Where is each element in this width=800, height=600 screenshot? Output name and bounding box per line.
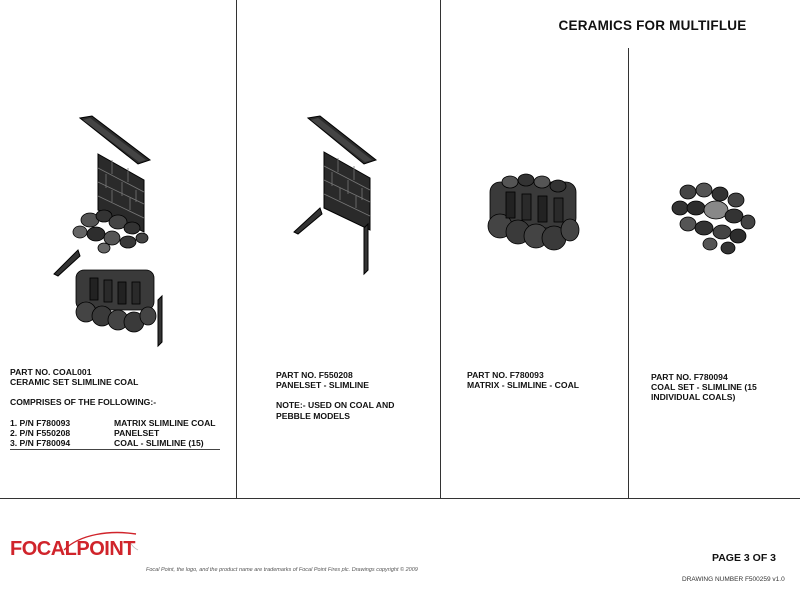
component-name: MATRIX SLIMLINE COAL xyxy=(114,417,216,428)
ceramic-set-illustration xyxy=(40,110,190,350)
component-underline xyxy=(10,449,220,450)
comprises-heading: COMPRISES OF THE FOLLOWING:- xyxy=(10,397,157,408)
part-number: PART NO. F780093 xyxy=(467,370,544,380)
note-line: NOTE:- USED ON COAL AND xyxy=(276,400,395,411)
focalpoint-logo: FOCALPOINT xyxy=(10,538,135,560)
footer-rule xyxy=(0,498,800,499)
component-row xyxy=(10,418,220,428)
part-description: COAL SET - SLIMLINE (15 xyxy=(651,382,757,393)
part-number: PART NO. F780094 xyxy=(651,372,728,382)
panel-coal001-text xyxy=(10,367,220,450)
matrix-illustration xyxy=(482,168,582,258)
note-line: PEBBLE MODELS xyxy=(276,410,351,421)
component-name: PANELSET xyxy=(114,427,160,438)
component-pn: 3. P/N F780094 xyxy=(10,438,71,449)
part-description: INDIVIDUAL COALS) xyxy=(651,392,736,403)
panel-f550208-text xyxy=(276,370,394,421)
trademark-notice: Focal Point, the logo, and the product name are trademarks of Focal Point Fires plc. Drawings copyright © 2009 xyxy=(146,567,418,573)
part-description: MATRIX - SLIMLINE - COAL xyxy=(467,380,580,391)
panel-f780094-text xyxy=(651,372,757,403)
divider-3 xyxy=(628,48,629,498)
drawing-number: DRAWING NUMBER F500259 v1.0 xyxy=(682,576,785,583)
component-row xyxy=(10,428,220,438)
divider-2 xyxy=(440,0,441,498)
divider-1 xyxy=(236,0,237,498)
page-number: PAGE 3 OF 3 xyxy=(712,552,776,564)
part-number: PART NO. F550208 xyxy=(276,370,353,380)
component-pn: 1. P/N F780093 xyxy=(10,417,71,428)
page-title: CERAMICS FOR MULTIFLUE xyxy=(558,18,747,33)
component-name: COAL - SLIMLINE (15) xyxy=(114,438,204,449)
component-pn: 2. P/N F550208 xyxy=(10,427,71,438)
part-description: CERAMIC SET SLIMLINE COAL xyxy=(10,377,139,388)
coal-set-illustration xyxy=(666,178,760,258)
part-description: PANELSET - SLIMLINE xyxy=(276,380,369,391)
panel-f780093-text xyxy=(467,370,579,390)
panelset-illustration xyxy=(284,110,384,280)
part-number: PART NO. COAL001 xyxy=(10,367,92,377)
component-row xyxy=(10,438,220,448)
